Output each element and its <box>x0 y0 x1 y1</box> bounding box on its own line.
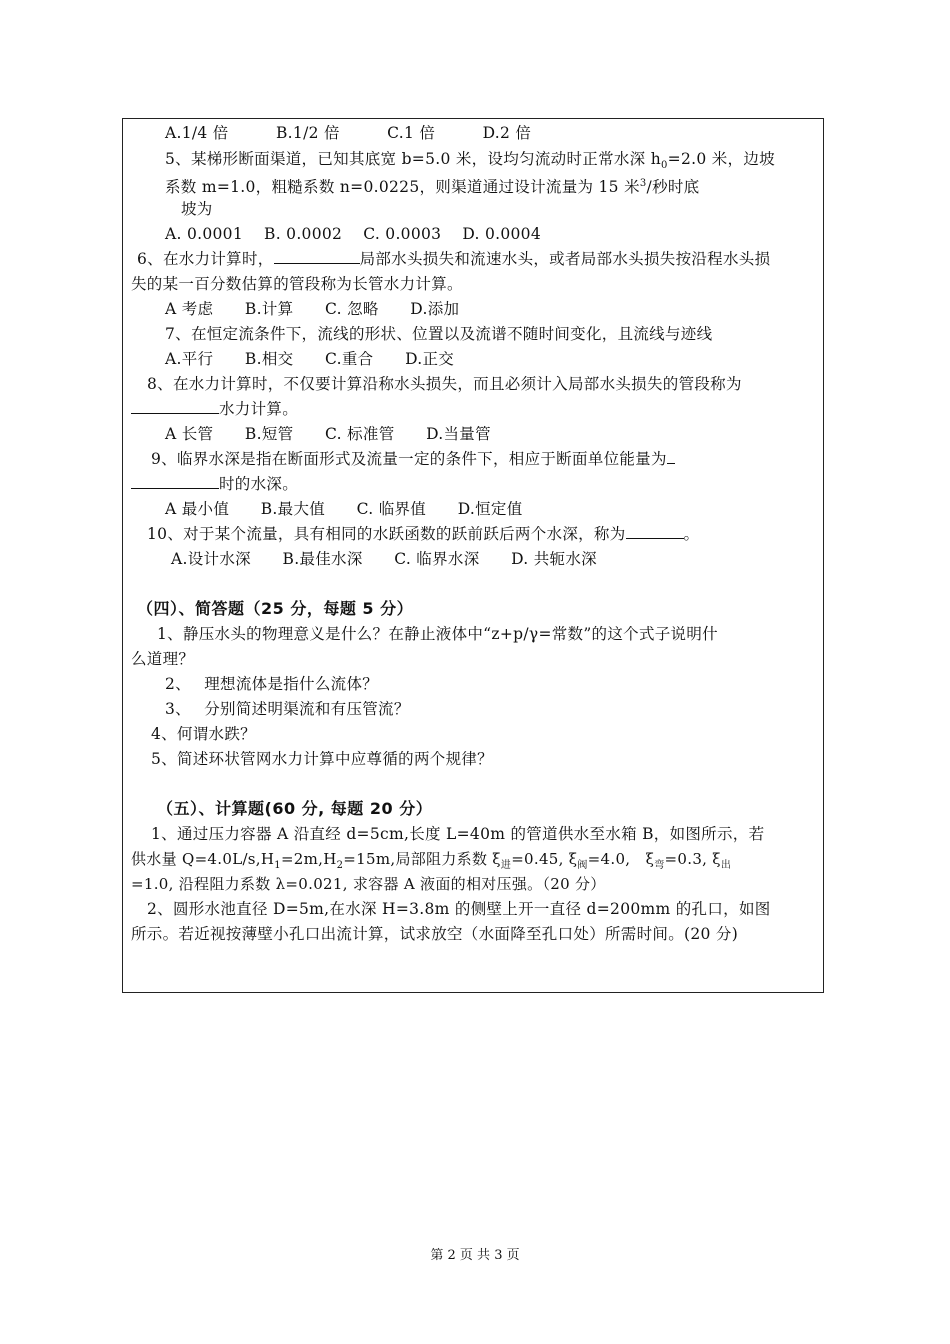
s5-c2-line1: 2、圆形水池直径 D=5m,在水深 H=3.8m 的侧壁上开一直径 d=200mm 的孔口，如图 <box>147 900 771 918</box>
section5-heading: （五）、计算题(60 分, 每题 20 分） <box>157 799 433 818</box>
q4-options: A.1/4 倍 B.1/2 倍 C.1 倍 D.2 倍 <box>165 124 532 142</box>
q9-blank[interactable] <box>131 474 219 489</box>
s4-q5: 5、简述环状管网水力计算中应尊循的两个规律？ <box>151 750 493 768</box>
s5-c2-line2: 所示。若近视按薄壁小孔口出流计算，试求放空（水面降至孔口处）所需时间。(20 分) <box>131 925 739 943</box>
q5-options: A. 0.0001 B. 0.0002 C. 0.0003 D. 0.0004 <box>165 225 542 243</box>
s4-q4: 4、何谓水跌？ <box>151 725 256 743</box>
q8-line1: 8、在水力计算时，不仅要计算沿称水头损失，而且必须计入局部水头损失的管段称为 <box>147 375 742 393</box>
q9-options: A 最小值 B.最大值 C. 临界值 D.恒定值 <box>165 500 523 518</box>
q9-line1: 9、临界水深是指在断面形式及流量一定的条件下，相应于断面单位能量为 <box>151 449 675 469</box>
q6-blank[interactable] <box>274 249 360 264</box>
q9-line2: 时的水深。 <box>131 474 298 494</box>
s5-c1-line3: =1.0, 沿程阻力系数 λ=0.021, 求容器 A 液面的相对压强。（20 分） <box>131 875 606 893</box>
q8-options: A 长管 B.短管 C. 标准管 D.当量管 <box>165 425 491 443</box>
q5-line1: 5、某梯形断面渠道，已知其底宽 b=5.0 米，设均匀流动时正常水深 $h_0=2.0$ 米，边坡 <box>165 150 775 172</box>
q10-line1: 10、对于某个流量，具有相同的水跃函数的跃前跃后两个水深，称为 。 <box>147 525 700 543</box>
q6-line2: 失的某一百分数估算的管段称为长管水力计算。 <box>131 275 463 293</box>
q7-options: A.平行 B.相交 C.重合 D.正交 <box>165 350 455 368</box>
q8-line2: 水力计算。 <box>131 399 298 419</box>
q5-line3: 坡为 <box>181 200 213 218</box>
q7-line1: 7、在恒定流条件下，流线的形状、位置以及流谱不随时间变化，且流线与迹线 <box>165 325 713 343</box>
q6-options: A 考虑 B.计算 C. 忽略 D.添加 <box>165 300 460 318</box>
q10-blank[interactable] <box>626 524 684 539</box>
page-footer: 第 2 页 共 3 页 <box>430 1248 520 1263</box>
q9-blank-start[interactable] <box>667 449 675 464</box>
q10-options: A.设计水深 B.最佳水深 C. 临界水深 D. 共轭水深 <box>171 550 597 568</box>
s4-q1-line1: 1、静压水头的物理意义是什么？在静止液体中“z+p/γ=常数”的这个式子说明什 <box>157 625 718 643</box>
section4-heading: （四）、简答题（25 分，每题 5 分） <box>137 599 414 618</box>
q6-line1: 6、在水力计算时， 局部水头损失和流速水头，或者局部水头损失按沿程水头损 <box>137 250 771 268</box>
q5-line2: 系数 m=1.0，粗糙系数 n=0.0225，则渠道通过设计流量为 15 米$^3$/秒时底 <box>165 178 700 197</box>
s5-c1-line2: 供水量 $Q=4.0L/s,H_1=2m,H_2=15m$,局部阻力系数 $\xi_进=0.45$, $\xi_阀=4.0$, $\xi_弯=0.3$, $\xi_出$ <box>131 850 732 871</box>
s4-q3: 3、 分别简述明渠流和有压管流？ <box>165 700 410 718</box>
q8-blank[interactable] <box>131 399 219 414</box>
s4-q1-line2: 么道理？ <box>131 650 195 668</box>
question-frame <box>122 118 824 993</box>
s5-c1-line1: 1、通过压力容器 A 沿直经 d=5cm,长度 L=40m 的管道供水至水箱 B，如图所示，若 <box>151 825 765 843</box>
s4-q2: 2、 理想流体是指什么流体？ <box>165 675 379 693</box>
